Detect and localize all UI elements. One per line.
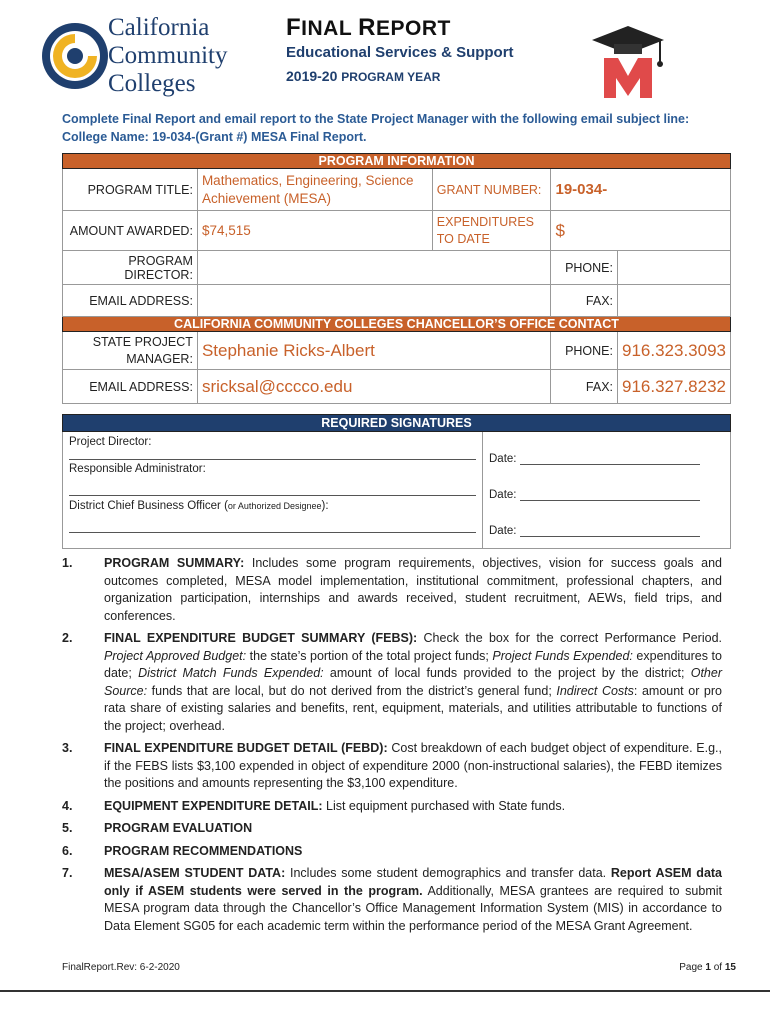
- grant-number-label: GRANT NUMBER:: [432, 169, 551, 211]
- intro-line-2: College Name: 19-034-(Grant #) MESA Final Report.: [62, 130, 367, 144]
- page-subtitle: Educational Services & Support: [286, 44, 514, 61]
- intro-instructions: [62, 110, 742, 146]
- expenditures-value[interactable]: $: [551, 211, 731, 251]
- program-year: 2019-20 PROGRAM YEAR: [286, 68, 441, 84]
- district-officer-signature-line[interactable]: [69, 523, 476, 533]
- program-info-table: [62, 153, 731, 404]
- date-row-3[interactable]: Date:: [489, 524, 724, 537]
- contact-phone-value: 916.323.3093: [618, 332, 731, 370]
- program-director-field[interactable]: [197, 251, 551, 285]
- instructions-list: [62, 555, 722, 940]
- date-row-1[interactable]: Date:: [489, 452, 724, 488]
- list-item: 5. PROGRAM EVALUATION: [62, 821, 253, 835]
- project-director-label: Project Director:: [69, 436, 152, 448]
- program-title-label: PROGRAM TITLE:: [63, 169, 198, 211]
- date-fields: [483, 432, 731, 549]
- logo-line-3: Colleges: [108, 70, 196, 97]
- footer-revision: FinalReport.Rev: 6-2-2020: [62, 962, 180, 973]
- program-director-label: PROGRAM DIRECTOR:: [63, 251, 198, 285]
- page-number: Page 1 of 15: [679, 962, 736, 973]
- date-row-2[interactable]: Date:: [489, 488, 724, 524]
- contact-fax-label: FAX:: [551, 370, 618, 404]
- email-field[interactable]: [197, 285, 551, 317]
- fax-label: FAX:: [551, 285, 618, 317]
- program-title-value[interactable]: Mathematics, Engineering, Science Achievement (MESA): [197, 169, 432, 211]
- expenditures-label: EXPENDITURES TO DATE: [432, 211, 551, 251]
- logo-wordmark: [108, 14, 227, 98]
- responsible-admin-signature-line[interactable]: [69, 486, 476, 496]
- footer-divider: [0, 990, 770, 992]
- page-title: FINAL REPORT: [286, 14, 451, 41]
- logo-line-1: California: [108, 14, 210, 41]
- amount-awarded-value[interactable]: $74,515: [197, 211, 432, 251]
- responsible-admin-label: Responsible Administrator:: [69, 463, 206, 475]
- intro-line-1: Complete Final Report and email report to the State Project Manager with the following email subject line:: [62, 112, 690, 126]
- signature-fields: [63, 432, 483, 549]
- list-item: 2. FINAL EXPENDITURE BUDGET SUMMARY (FEBS): Check the box for the correct Performance Period. Project Approved Budget: the state’s portion of the total project funds; Project Funds Expended: expenditures to date; District Match Funds Expended: amount of local funds provided to the project by the district; Other Source: funds that are local, but do not derived from the district’s general fund; Indirect Costs: amount or pro rata share of existing salaries and benefits, rent, equipment, materials, and utilities attributable to functions of the project; overhead.: [62, 631, 722, 733]
- contact-email-value[interactable]: sricksal@cccco.edu: [197, 370, 551, 404]
- list-item: 3. FINAL EXPENDITURE BUDGET DETAIL (FEBD): Cost breakdown of each budget object of expenditure. E.g., if the FEBS lists $3,100 expended in object of expenditure 2000 (non-instructional salaries), the FEBD itemizes the positions and amounts representing the $3,100 expenditure.: [62, 741, 722, 790]
- amount-awarded-label: AMOUNT AWARDED:: [63, 211, 198, 251]
- phone-label: PHONE:: [551, 251, 618, 285]
- state-manager-label: STATE PROJECT MANAGER:: [63, 332, 198, 370]
- signatures-table: [62, 414, 731, 549]
- phone-field[interactable]: [618, 251, 731, 285]
- fax-field[interactable]: [618, 285, 731, 317]
- grant-number-value[interactable]: 19-034-: [551, 169, 731, 211]
- signatures-heading: REQUIRED SIGNATURES: [63, 415, 731, 432]
- contact-heading: CALIFORNIA COMMUNITY COLLEGES CHANCELLOR’S OFFICE CONTACT: [63, 317, 731, 332]
- logo-line-2: Community: [108, 42, 228, 69]
- list-item: 1. PROGRAM SUMMARY: Includes some program requirements, objectives, vision for success goals and outcomes completed, MESA model implementation, institutional commitment, professional chapters, and organization participation, internships and awards received, student recruitment, AEWs, field trips, and conferences.: [62, 556, 722, 623]
- state-manager-value: Stephanie Ricks-Albert: [197, 332, 551, 370]
- email-label: EMAIL ADDRESS:: [63, 285, 198, 317]
- project-director-signature-line[interactable]: [69, 450, 476, 460]
- contact-phone-label: PHONE:: [551, 332, 618, 370]
- mesa-logo: [588, 20, 668, 100]
- list-item: 4. EQUIPMENT EXPENDITURE DETAIL: List equipment purchased with State funds.: [62, 798, 566, 813]
- contact-email-label: EMAIL ADDRESS:: [63, 370, 198, 404]
- district-officer-label: District Chief Business Officer (or Authorized Designee):: [69, 500, 329, 512]
- contact-fax-value: 916.327.8232: [618, 370, 731, 404]
- list-item: 7. MESA/ASEM STUDENT DATA: Includes some student demographics and transfer data. Report ASEM data only if ASEM students were served in the program. Additionally, MESA grantees are required to submit MESA program data through the Chancellor’s Office Management Information System (MIS) in accordance to Data Element SG05 for each academic term within the performance period of the MESA Grant Agreement.: [62, 866, 723, 933]
- list-item: 6. PROGRAM RECOMMENDATIONS: [62, 843, 303, 858]
- program-info-heading: PROGRAM INFORMATION: [63, 154, 731, 169]
